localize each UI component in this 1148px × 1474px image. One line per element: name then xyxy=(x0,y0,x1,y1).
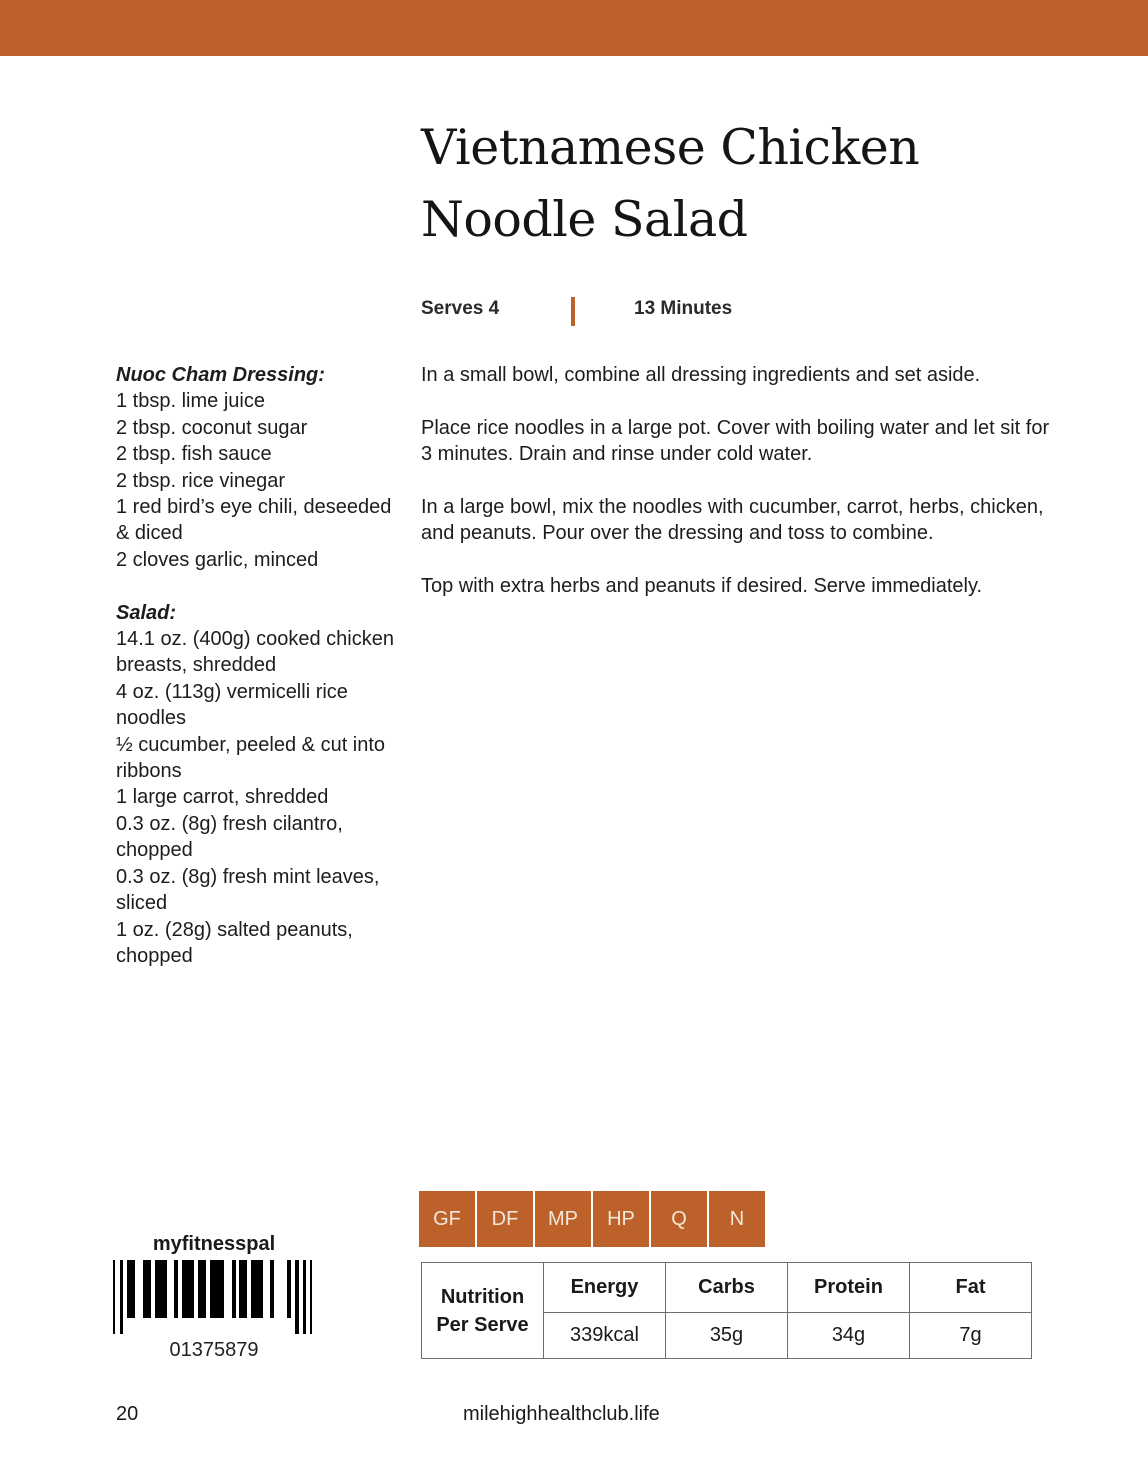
col-protein: Protein xyxy=(788,1263,910,1313)
method-step: In a large bowl, mix the noodles with cucumber, carrot, herbs, chicken, and peanuts. Pour over the dressing and toss to combine. xyxy=(421,496,1044,545)
ingredient-item: 2 cloves garlic, minced xyxy=(116,548,319,571)
ingredient-item: 4 oz. (113g) vermicelli rice noodles xyxy=(116,680,348,730)
method-steps xyxy=(421,362,1051,626)
value-protein: 34g xyxy=(788,1313,910,1359)
meta-divider xyxy=(571,297,575,326)
ingredient-item: 2 tbsp. fish sauce xyxy=(116,443,272,466)
serves-label: Serves 4 xyxy=(421,298,500,319)
ingredient-item: 2 tbsp. rice vinegar xyxy=(116,469,285,492)
nutrition-table xyxy=(421,1262,1032,1359)
tag-mp: MP xyxy=(535,1191,593,1247)
recipe-title xyxy=(421,112,1101,256)
col-carbs: Carbs xyxy=(666,1263,788,1313)
title-line-1: Vietnamese Chicken xyxy=(421,119,920,176)
col-fat: Fat xyxy=(910,1263,1032,1313)
myfitnesspal-barcode-block xyxy=(108,1232,320,1362)
method-step: In a small bowl, combine all dressing ingredients and set aside. xyxy=(421,364,981,386)
value-carbs: 35g xyxy=(666,1313,788,1359)
tag-gf: GF xyxy=(419,1191,477,1247)
ingredient-item: ½ cucumber, peeled & cut into ribbons xyxy=(116,733,386,783)
ingredient-item: 0.3 oz. (8g) fresh mint leaves, sliced xyxy=(116,865,380,915)
tag-df: DF xyxy=(477,1191,535,1247)
myfitnesspal-label: myfitnesspal xyxy=(152,1233,276,1255)
tag-n: N xyxy=(709,1191,765,1247)
ingredient-item: 1 red bird’s eye chili, deseeded & diced xyxy=(116,496,392,545)
nutrition-header-line-1: Nutrition xyxy=(440,1285,525,1308)
ingredient-item: 2 tbsp. coconut sugar xyxy=(116,416,308,439)
dressing-heading: Nuoc Cham Dressing: xyxy=(116,364,325,386)
barcode-icon xyxy=(108,1260,320,1334)
ingredient-item: 1 oz. (28g) salted peanuts, chopped xyxy=(116,918,353,967)
title-line-2: Noodle Salad xyxy=(421,191,748,248)
ingredient-item: 0.3 oz. (8g) fresh cilantro, chopped xyxy=(116,812,343,862)
header-band xyxy=(0,0,1148,56)
myfitnesspal-code: 01375879 xyxy=(169,1339,259,1361)
value-energy: 339kcal xyxy=(544,1313,666,1359)
ingredient-item: 14.1 oz. (400g) cooked chicken breasts, shredded xyxy=(116,628,394,677)
ingredients-list xyxy=(116,362,406,969)
salad-heading: Salad: xyxy=(116,601,177,624)
nutrition-row-header xyxy=(422,1263,544,1359)
nutrition-header-line-2: Per Serve xyxy=(436,1313,529,1336)
value-fat: 7g xyxy=(910,1313,1032,1359)
website-link[interactable]: milehighhealthclub.life xyxy=(463,1403,660,1425)
method-step: Top with extra herbs and peanuts if desired. Serve immediately. xyxy=(421,575,983,598)
ingredient-item: 1 tbsp. lime juice xyxy=(116,390,265,413)
diet-tags xyxy=(419,1191,765,1247)
spacer xyxy=(116,573,406,599)
tag-q: Q xyxy=(651,1191,709,1247)
page-number: 20 xyxy=(116,1403,139,1425)
method-step: Place rice noodles in a large pot. Cover with boiling water and let sit for 3 minutes. Drain and rinse under cold water. xyxy=(421,416,1050,466)
col-energy: Energy xyxy=(544,1263,666,1313)
tag-hp: HP xyxy=(593,1191,651,1247)
time-label: 13 Minutes xyxy=(634,298,733,319)
ingredient-item: 1 large carrot, shredded xyxy=(116,786,329,809)
